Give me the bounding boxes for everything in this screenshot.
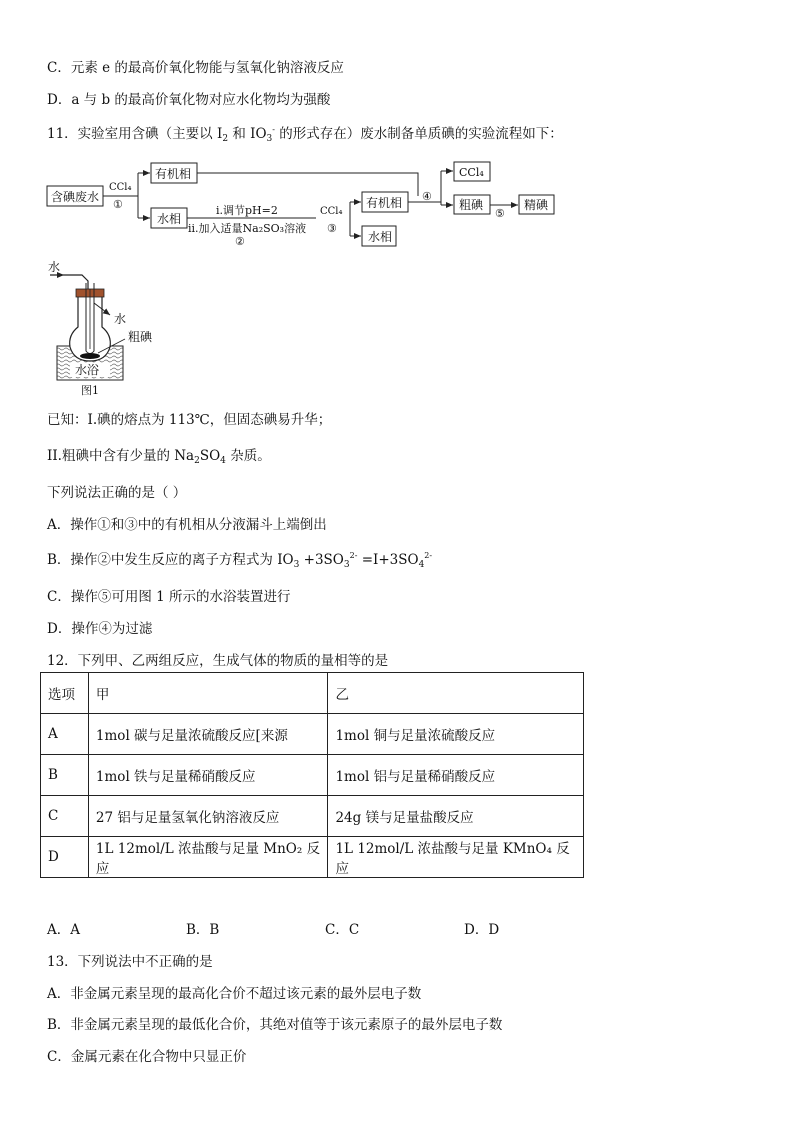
flow-condition-ii: ii.加入适量Na₂SO₃溶液 [188,222,307,235]
q11-known-1: 已知：I.碘的熔点为 113℃，但固态碘易升华； [47,412,332,428]
table-cell: 24g 镁与足量盐酸反应 [328,796,584,837]
table-cell: 1mol 铁与足量稀硝酸反应 [88,755,328,796]
q10-option-c: C．元素 e 的最高价氧化物能与氢氧化钠溶液反应 [47,60,344,76]
flow-aqueous-phase-1: 水相 [157,212,182,226]
q12-choice-c: C．C [325,922,360,938]
table-cell: 1L 12mol/L 浓盐酸与足量 MnO₂ 反应 [88,837,328,878]
flow-input: 含碘废水 [51,190,100,204]
flow-condition-i: i.调节pH=2 [216,204,278,217]
figure-water-bath-label: 水浴 [75,363,100,377]
flow-ccl4-output: CCl₄ [459,166,484,179]
table-row [41,714,584,755]
q13-option-c: C．金属元素在化合物中只显正价 [47,1049,247,1065]
q12-choices [47,918,603,938]
flow-ccl4-2: CCl₄ [320,206,343,217]
flow-refined-iodine: 精碘 [524,198,549,212]
flow-step-5: ⑤ [495,207,505,220]
table-cell: A [41,714,89,755]
table-cell: B [41,755,89,796]
figure-caption: 图1 [81,384,99,397]
q12-choice-b: B．B [186,922,220,938]
q12-stem: 12．下列甲、乙两组反应，生成气体的物质的量相等的是 [47,653,389,669]
q10-option-d: D．a 与 b 的最高价氧化物对应水化物均为强酸 [47,92,331,108]
q12-table [40,672,584,878]
flow-crude-iodine: 粗碘 [459,198,484,212]
q12-choice-d: D．D [464,922,500,938]
flow-ccl4-1: CCl₄ [109,182,132,193]
q13-option-a: A．非金属元素呈现的最高化合价不超过该元素的最外层电子数 [47,986,422,1002]
flow-step-4: ④ [422,190,432,203]
table-cell: 1mol 铜与足量浓硫酸反应 [328,714,584,755]
flow-step-1: ① [113,198,123,211]
figure-crude-iodine-label: 粗碘 [128,330,153,344]
table-cell: C [41,796,89,837]
figure-water-in-label: 水 [48,260,61,274]
q11-ask: 下列说法正确的是（ ） [47,485,187,501]
flow-step-3: ③ [327,222,337,235]
q13-stem: 13．下列说法中不正确的是 [47,954,213,970]
table-cell: 27 铝与足量氢氧化钠溶液反应 [88,796,328,837]
q11-known-2: II.粗碘中含有少量的 $Na_2SO_4$ 杂质。 [47,448,271,466]
flow-step-2: ② [235,235,245,248]
flow-aqueous-phase-2: 水相 [368,230,393,244]
table-row [41,796,584,837]
table-header-cell: 选项 [41,673,89,714]
flow-organic-phase-1: 有机相 [155,167,192,181]
q11-stem: 11．实验室用含碘（主要以 $I_2$ 和 $IO_3^-$ 的形式存在）废水制备单质碘的实验流程如下： [47,125,563,144]
q12-choice-a: A．A [47,922,80,938]
table-row [41,837,584,878]
figure-water-out-label: 水 [114,312,127,326]
table-cell: 1mol 铝与足量稀硝酸反应 [328,755,584,796]
table-header-row [41,673,584,714]
figure-1-apparatus [40,255,170,403]
table-row [41,755,584,796]
table-header-cell: 甲 [88,673,328,714]
table-header-cell: 乙 [328,673,584,714]
flow-organic-phase-2: 有机相 [366,196,403,210]
q11-option-c: C．操作⑤可用图 1 所示的水浴装置进行 [47,589,291,605]
q11-option-d: D．操作④为过滤 [47,621,153,637]
q13-option-b: B．非金属元素呈现的最低化合价，其绝对值等于该元素原子的最外层电子数 [47,1017,503,1033]
q11-option-a: A．操作①和③中的有机相从分液漏斗上端倒出 [47,517,327,533]
q11-option-b: B．操作②中发生反应的离子方程式为 $IO_3 +3SO_3^{2-} =I+3SO_4^{2-}$ [47,551,433,570]
q11-flowchart [0,150,794,250]
table-cell: 1mol 碳与足量浓硫酸反应[来源 [88,714,328,755]
table-cell: D [41,837,89,878]
table-cell: 1L 12mol/L 浓盐酸与足量 KMnO₄ 反应 [328,837,584,878]
